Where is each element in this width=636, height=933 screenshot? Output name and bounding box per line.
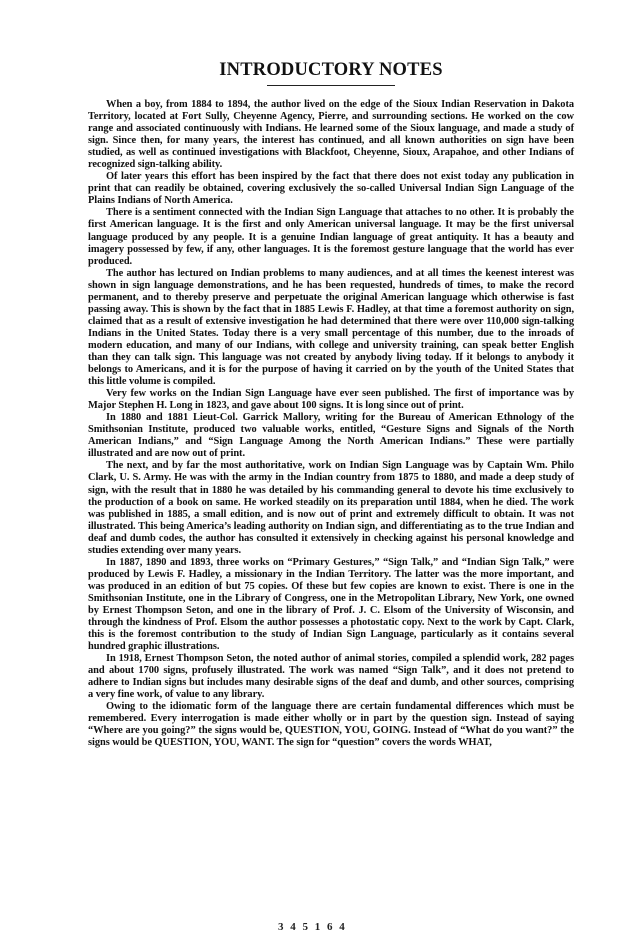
paragraph-3: There is a sentiment connected with the Indian Sign Language that attaches to no other. It is probably the first American language. It is the first and only American universal language. It may be the first universal language produced by any people. It is a genuine Indian language of great antiquity. It has a beauty and imagery possessed by few, if any, other languages. It is the foremost gesture language that the world has ever produced. [88, 207, 574, 267]
title-divider [267, 85, 395, 86]
body-text [88, 99, 574, 750]
paragraph-7: The next, and by far the most authoritative, work on Indian Sign Language was by Captain Wm. Philo Clark, U. S. Army. He was with the army in the Indian country from 1875 to 1880, and made a deep study of sign, with the result that in 1880 he was detailed by his commanding general to devote his time exclusively to the production of a book on same. He worked steadily on its preparation until 1884, when he died. The work was published in 1885, a small edition, and is now out of print and extremely difficult to obtain. It was not illustrated. This being America’s leading authority on Indian sign, and differentiating as to the true Indian and deaf and dumb codes, the author has consulted it extensively in checking against his personal knowledge and studies extending over many years. [88, 460, 574, 556]
paragraph-1: When a boy, from 1884 to 1894, the author lived on the edge of the Sioux Indian Reservation in Dakota Territory, located at Fort Sully, Cheyenne Agency, Pierre, and surrounding sections. He worked on the cow range and associated continuously with Indians. He learned some of the Sioux language, and made a study of sign. Since then, for many years, the interest has continued, and all known authorities on sign have been studied, as well as continued investigations with Blackfoot, Cheyenne, Sioux, Arapahoe, and other Indians of recognized sign-talking ability. [88, 99, 574, 171]
page-content [88, 58, 574, 750]
paragraph-9: In 1918, Ernest Thompson Seton, the noted author of animal stories, compiled a splendid work, 282 pages and about 1700 signs, profusely illustrated. The work was named “Sign Talk”, and it does not pretend to adhere to Indian signs but includes many desirable signs of the deaf and dumb, and other sources, comprising a very fine work, of value to any library. [88, 653, 574, 701]
page-title: INTRODUCTORY NOTES [219, 60, 443, 80]
paragraph-10: Owing to the idiomatic form of the language there are certain fundamental differences which must be remembered. Every interrogation is made either wholly or in part by the question sign. Instead of saying “Where are you going?” the signs would be, QUESTION, YOU, GOING. Instead of “What do you want?” the signs would be QUESTION, YOU, WANT. The sign for “question” covers the words WHAT, [88, 701, 574, 749]
paragraph-8: In 1887, 1890 and 1893, three works on “Primary Gestures,” “Sign Talk,” and “Indian Sign Talk,” were produced by Lewis F. Hadley, a missionary in the Indian Territory. The latter was the more important, and was produced in an edition of but 75 copies. Of these but few copies are known to exist. There is one in the Smithsonian Institute, one in the Library of Congress, one in the Metropolitan Library, New York, one owned by Ernest Thompson Seton, and one in the library of Prof. J. C. Elsom of the University of Wisconsin, and through the kindness of Prof. Elsom the author possesses a photostatic copy. Next to the work by Capt. Clark, this is the foremost contribution to the study of Indian Sign Language, particularly as it contains several hundred graphic illustrations. [88, 556, 574, 653]
paragraph-4: The author has lectured on Indian problems to many audiences, and at all times the keenest interest was shown in sign language demonstrations, and he has been requested, hundreds of times, to make the record permanent, and to thereby preserve and perpetuate the original American language which otherwise is fast passing away. This is shown by the fact that in 1885 Lewis F. Hadley, at that time a foremost authority on sign, claimed that as a result of extensive investigation he had determined that there were over 110,000 sign-talking Indians in the United States. Today there is a very small percentage of this number, due to the inroads of modern education, and many of our Indians, with college and university training, can speak better English than they can talk sign. This language was not created by anybody living today. If it belongs to anybody it belongs to Americans, and it is for the purpose of having it carried on by the youth of the United States that this little volume is compiled. [88, 267, 574, 388]
paragraph-5: Very few works on the Indian Sign Language have ever seen published. The first of importance was by Major Stephen H. Long in 1823, and gave about 100 signs. It is long since out of print. [88, 388, 574, 412]
paragraph-6: In 1880 and 1881 Lieut-Col. Garrick Mallory, writing for the Bureau of American Ethnology of the Smithsonian Institute, produced two valuable works, entitled, “Gesture Signs and Signals of the North American Indians,” and “Sign Language Among the North American Indians.” These were partially illustrated and are now out of print. [88, 412, 574, 460]
paragraph-2: Of later years this effort has been inspired by the fact that there does not exist today any publication in print that can readily be obtained, covering exclusively the so-called Universal Indian Sign Language of the Plains Indians of North America. [88, 171, 574, 207]
page-folio: 3 4 5 1 6 4 [278, 921, 347, 933]
